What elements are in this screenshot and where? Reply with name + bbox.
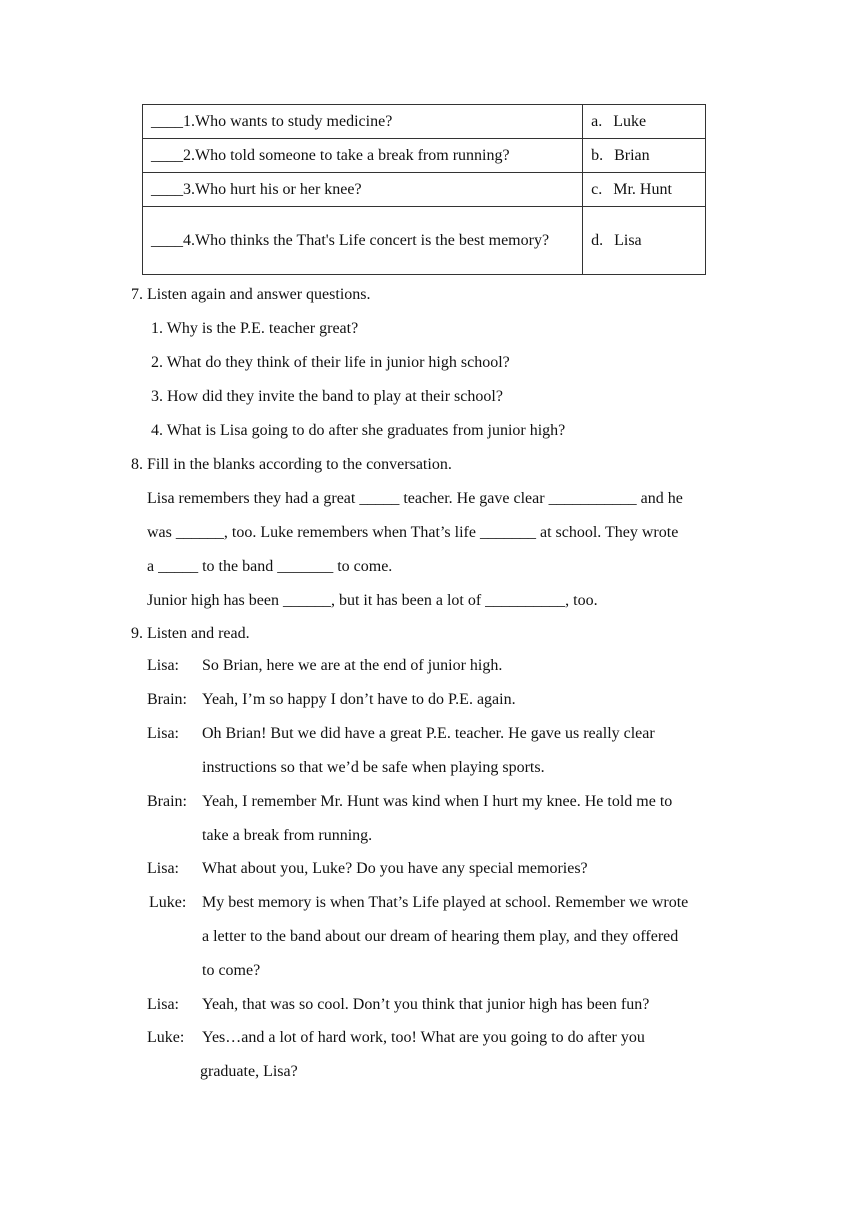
dialogue-line: a letter to the band about our dream of hearing them play, and they offered — [202, 928, 679, 945]
dialogue-line: graduate, Lisa? — [200, 1063, 298, 1080]
dialogue-line: Yeah, I’m so happy I don’t have to do P.E. again. — [202, 691, 516, 708]
question-cell: ____3.Who hurt his or her knee? — [143, 173, 583, 207]
answer-name: Brian — [614, 146, 650, 164]
answer-cell — [583, 207, 706, 275]
answer-name: Luke — [613, 112, 647, 130]
section-9-title: 9. Listen and read. — [131, 625, 250, 642]
question-cell: ____4.Who thinks the That's Life concert is the best memory? — [143, 207, 583, 275]
question-item: 4. What is Lisa going to do after she graduates from junior high? — [151, 422, 566, 439]
fill-blank-line: a _____ to the band _______ to come. — [147, 558, 393, 575]
question-item: 3. How did they invite the band to play at their school? — [151, 388, 503, 405]
fill-blank-line: Lisa remembers they had a great _____ teacher. He gave clear ___________ and he — [147, 490, 683, 507]
speaker-label: Lisa: — [147, 725, 179, 742]
speaker-label: Luke: — [149, 894, 187, 911]
matching-table — [142, 104, 706, 275]
speaker-label: Lisa: — [147, 860, 179, 877]
answer-letter: a. — [591, 112, 603, 130]
dialogue-line: Yeah, that was so cool. Don’t you think that junior high has been fun? — [202, 996, 650, 1013]
speaker-label: Lisa: — [147, 996, 179, 1013]
speaker-label: Luke: — [147, 1029, 185, 1046]
dialogue-line: Yes…and a lot of hard work, too! What are you going to do after you — [202, 1029, 645, 1046]
answer-letter: d. — [591, 231, 604, 249]
dialogue-line: take a break from running. — [202, 827, 373, 844]
answer-cell — [583, 139, 706, 173]
answer-name: Mr. Hunt — [613, 180, 672, 198]
section-7-title: 7. Listen again and answer questions. — [131, 286, 371, 303]
dialogue-line: So Brian, here we are at the end of junior high. — [202, 657, 503, 674]
speaker-label: Brain: — [147, 691, 187, 708]
answer-letter: c. — [591, 180, 603, 198]
question-item: 1. Why is the P.E. teacher great? — [151, 320, 359, 337]
dialogue-line: Oh Brian! But we did have a great P.E. teacher. He gave us really clear — [202, 725, 655, 742]
table-row — [143, 207, 706, 275]
answer-name: Lisa — [614, 231, 642, 249]
dialogue-line: Yeah, I remember Mr. Hunt was kind when I hurt my knee. He told me to — [202, 793, 673, 810]
dialogue-line: to come? — [202, 962, 261, 979]
speaker-label: Lisa: — [147, 657, 179, 674]
question-item: 2. What do they think of their life in junior high school? — [151, 354, 510, 371]
fill-blank-line: was ______, too. Luke remembers when That’s life _______ at school. They wrote — [147, 524, 679, 541]
answer-cell — [583, 105, 706, 139]
table-row — [143, 105, 706, 139]
table-row — [143, 173, 706, 207]
answer-letter: b. — [591, 146, 604, 164]
dialogue-line: My best memory is when That’s Life played at school. Remember we wrote — [202, 894, 689, 911]
table-row — [143, 139, 706, 173]
question-cell: ____1.Who wants to study medicine? — [143, 105, 583, 139]
section-8-title: 8. Fill in the blanks according to the conversation. — [131, 456, 452, 473]
dialogue-line: instructions so that we’d be safe when playing sports. — [202, 759, 545, 776]
answer-cell — [583, 173, 706, 207]
question-cell: ____2.Who told someone to take a break from running? — [143, 139, 583, 173]
fill-blank-line: Junior high has been ______, but it has been a lot of __________, too. — [147, 592, 598, 609]
dialogue-line: What about you, Luke? Do you have any special memories? — [202, 860, 588, 877]
speaker-label: Brain: — [147, 793, 187, 810]
